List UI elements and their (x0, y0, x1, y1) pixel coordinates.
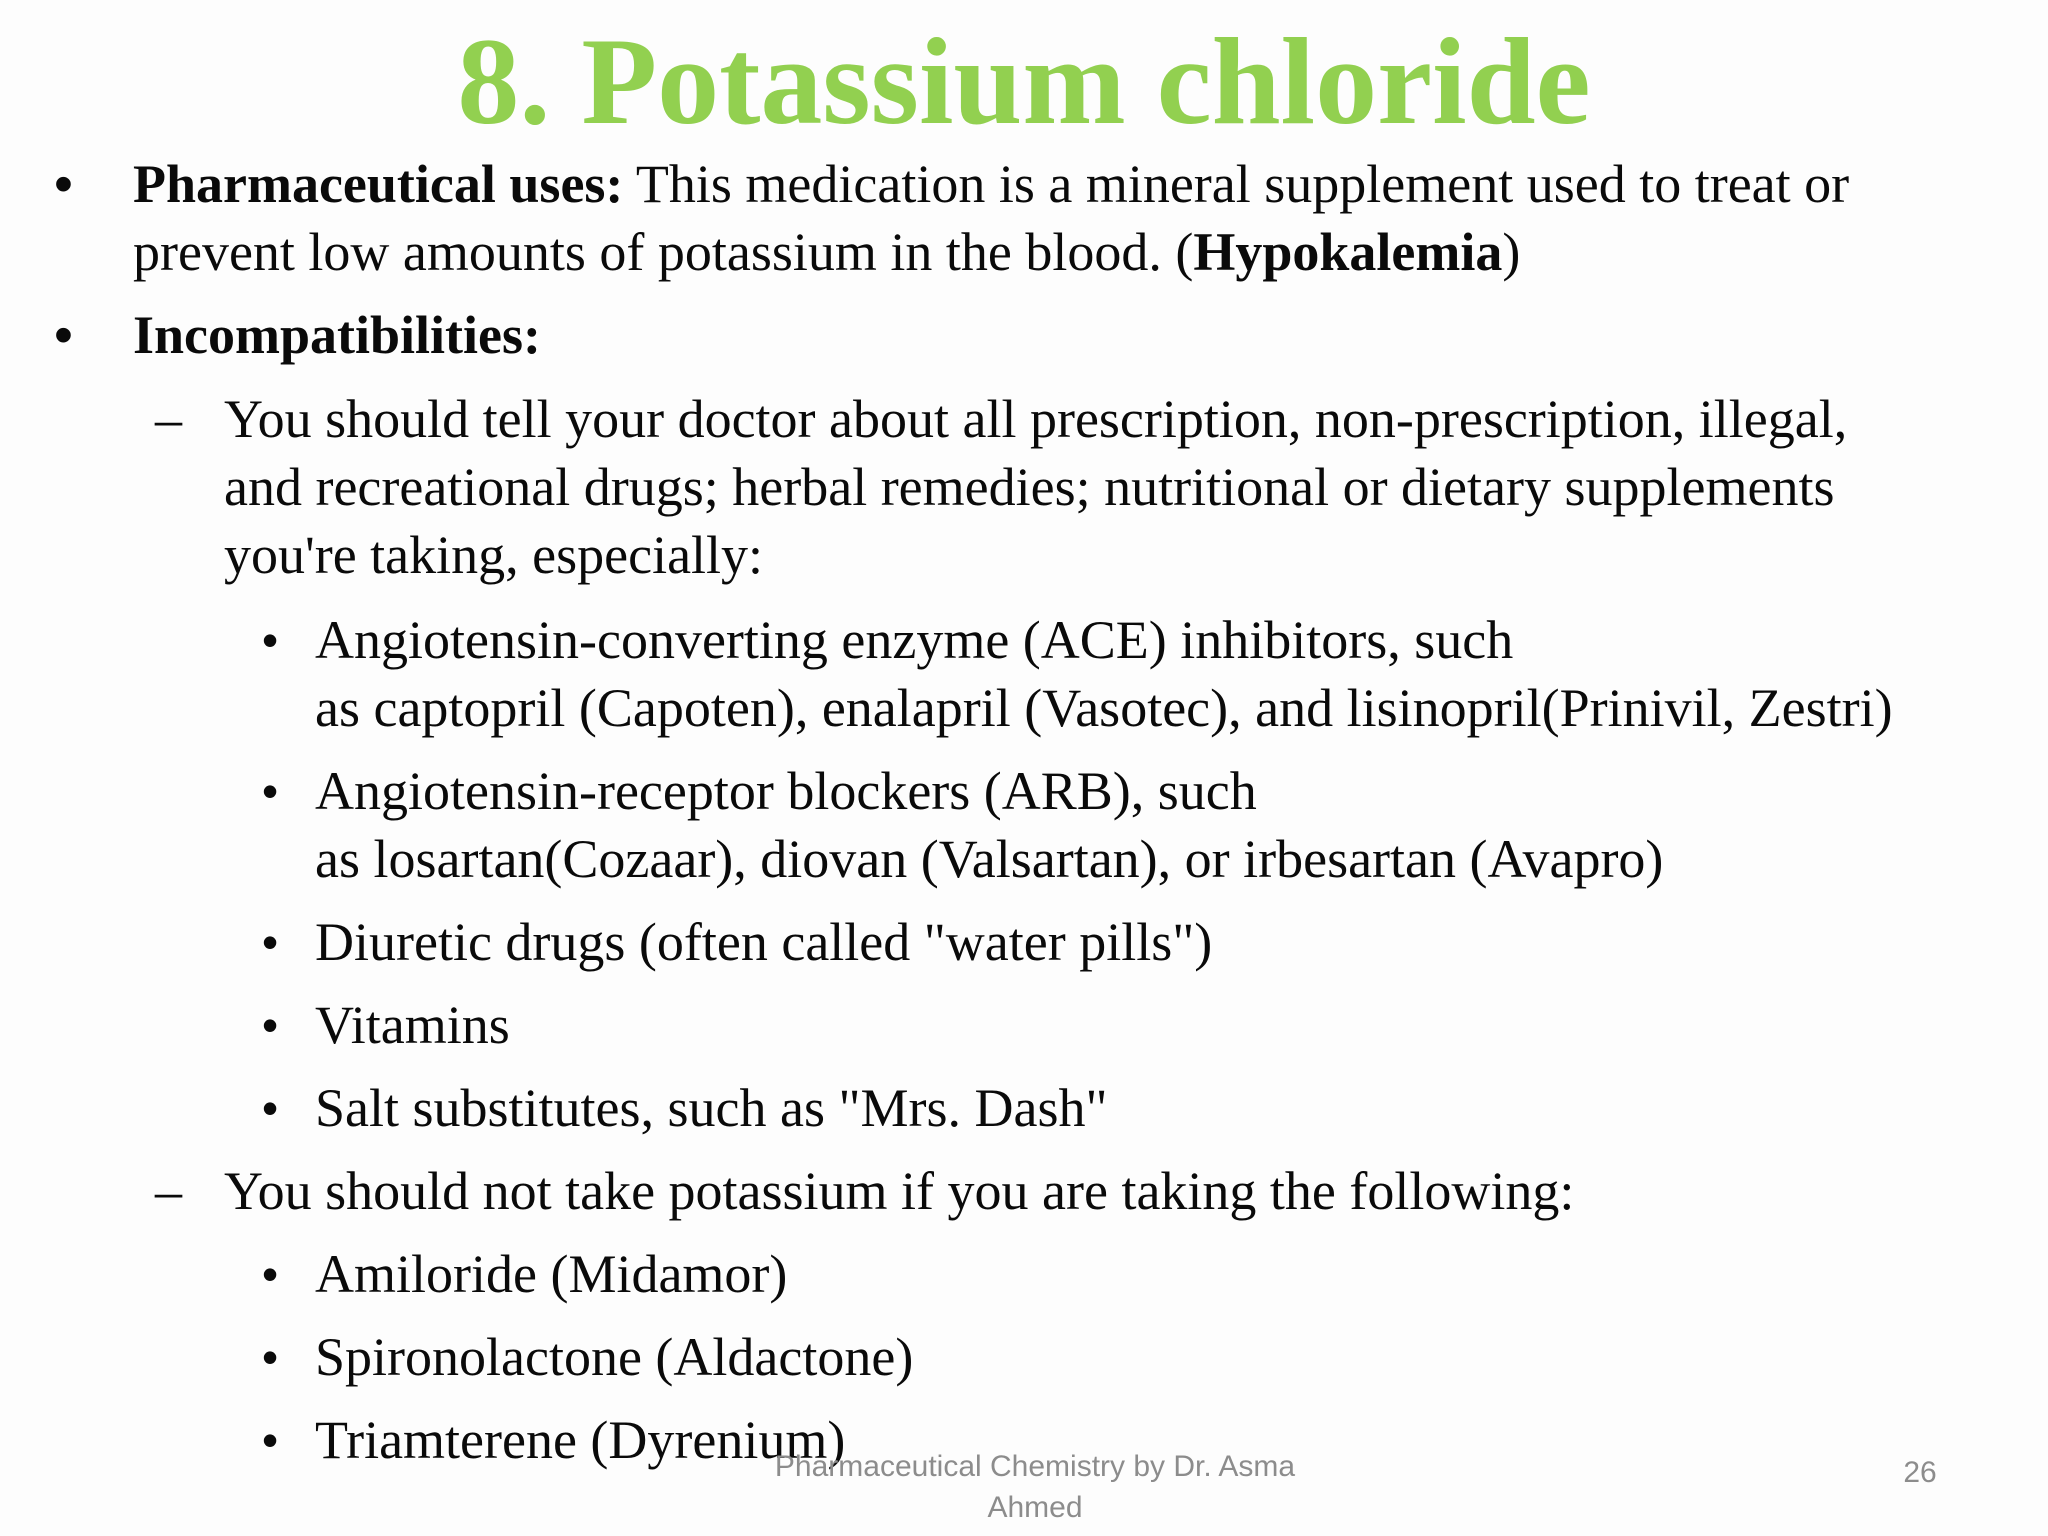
tell-doctor-line-2: and recreational drugs; herbal remedies; nutritional or dietary supplements (224, 457, 1835, 517)
bullet-icon: • (54, 154, 73, 214)
list-item: Diuretic drugs (often called "water pills") (315, 912, 1213, 972)
bullet-icon: • (262, 1331, 279, 1383)
dash-icon: – (155, 389, 182, 449)
list-item: Salt substitutes, such as "Mrs. Dash" (315, 1078, 1108, 1138)
pharma-uses-line-1 (133, 150, 1849, 218)
list-item: Angiotensin-converting enzyme (ACE) inhibitors, such (315, 610, 1514, 670)
footer-line-2: Ahmed (987, 1491, 1083, 1524)
list-item-continuation: as captopril (Capoten), enalapril (Vasotec), and lisinopril(Prinivil, Zestri) (315, 678, 1893, 738)
hypokalemia-term: Hypokalemia (1193, 222, 1503, 282)
list-item: Amiloride (Midamor) (315, 1244, 788, 1304)
bullet-icon: • (262, 765, 279, 817)
bullet-icon: • (262, 614, 279, 666)
incompatibilities-label: Incompatibilities: (133, 305, 542, 365)
bullet-icon: • (262, 916, 279, 968)
tell-doctor-line-3: you're taking, especially: (224, 525, 764, 585)
tell-doctor-line-1: You should tell your doctor about all prescription, non-prescription, illegal, (224, 389, 1848, 449)
list-item: Spironolactone (Aldactone) (315, 1327, 914, 1387)
incompatibilities-heading (133, 301, 541, 369)
list-item: Triamterene (Dyrenium) (315, 1410, 846, 1470)
pharma-uses-text-3: ) (1502, 222, 1521, 282)
list-item-continuation: as losartan(Cozaar), diovan (Valsartan), or irbesartan (Avapro) (315, 829, 1664, 889)
page-number: 26 (1903, 1456, 1937, 1489)
slide-title: 8. Potassium chloride (457, 13, 1591, 150)
bullet-icon: • (262, 1248, 279, 1300)
list-item: Angiotensin-receptor blockers (ARB), such (315, 761, 1257, 821)
bullet-icon: • (54, 305, 73, 365)
slide-footer (700, 1446, 1370, 1528)
do-not-take-line: You should not take potassium if you are taking the following: (224, 1161, 1575, 1221)
pharma-uses-label: Pharmaceutical uses: (133, 154, 624, 214)
list-item: Vitamins (315, 995, 510, 1055)
bullet-icon: • (262, 1414, 279, 1466)
footer-line-1: Pharmaceutical Chemistry by Dr. Asma (774, 1450, 1296, 1483)
pharma-uses-line-2 (133, 218, 1520, 286)
pharma-uses-text-1: This medication is a mineral supplement used to treat or (623, 154, 1850, 214)
bullet-icon: • (262, 1082, 279, 1134)
dash-icon: – (155, 1161, 182, 1221)
bullet-icon: • (262, 999, 279, 1051)
pharma-uses-text-2: prevent low amounts of potassium in the blood. ( (133, 222, 1194, 282)
